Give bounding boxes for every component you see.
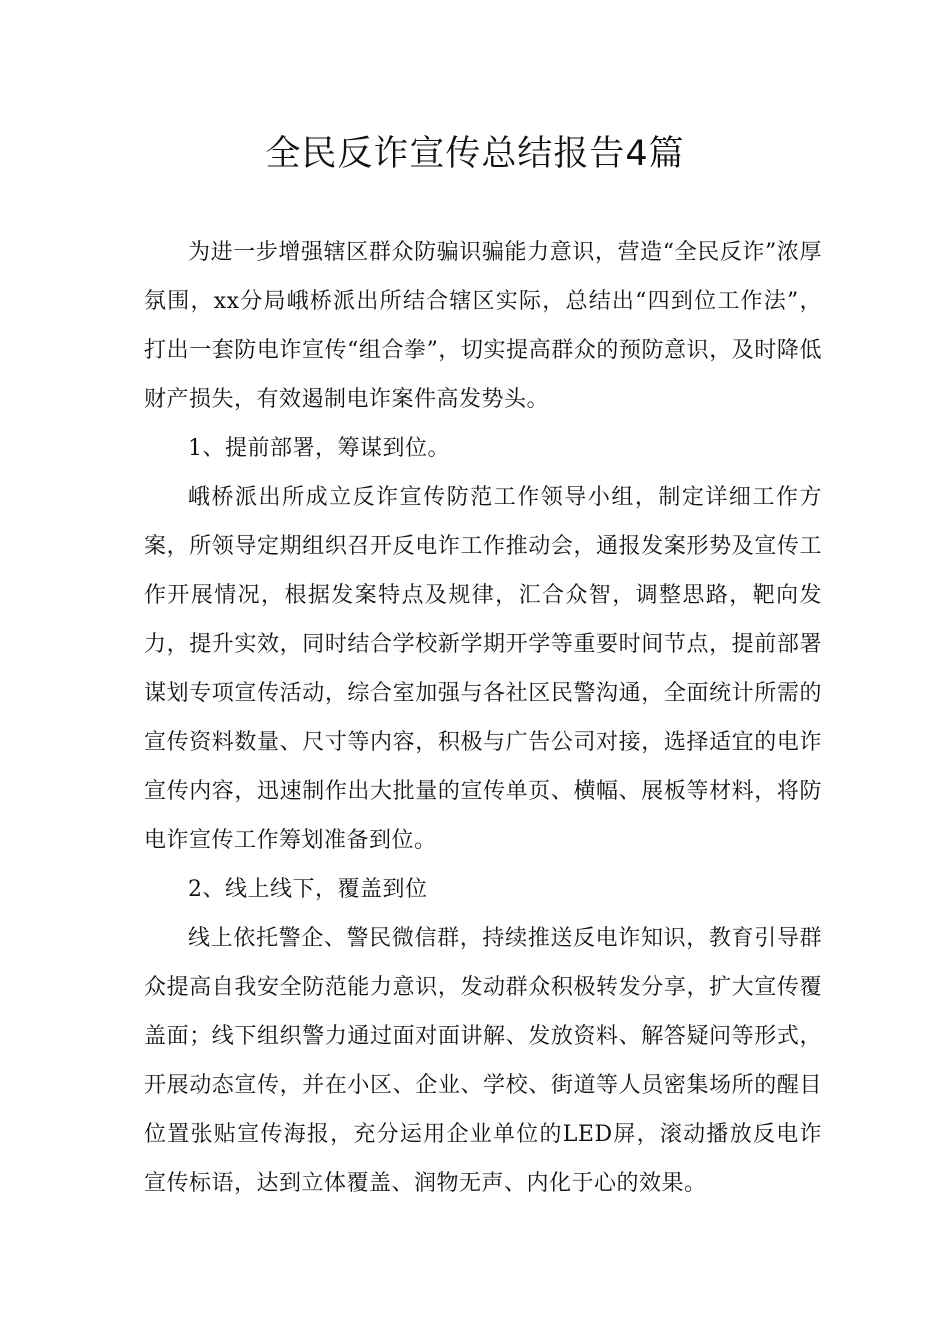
section-1-paragraph: 峨桥派出所成立反诈宣传防范工作领导小组，制定详细工作方案，所领导定期组织召开反电诈工作推动会，通报发案形势及宣传工作开展情况，根据发案特点及规律，汇合众智，调整思路，靶向发力，提升实效，同时结合学校新学期开学等重要时间节点，提前部署谋划专项宣传活动，综合室加强与各社区民警沟通，全面统计所需的宣传资料数量、尺寸等内容，积极与广告公司对接，选择适宜的电诈宣传内容，迅速制作出大批量的宣传单页、横幅、展板等材料，将防电诈宣传工作筹划准备到位。	[144, 485, 822, 853]
section-heading-2: 2、线上线下，覆盖到位	[188, 877, 428, 902]
intro-paragraph: 为进一步增强辖区群众防骗识骗能力意识，营造“全民反诈”浓厚氛围，xx分局峨桥派出所结合辖区实际，总结出“四到位工作法”，打出一套防电诈宣传“组合拳”，切实提高群众的预防意识，及时降低财产损失，有效遏制电诈案件高发势头。	[144, 240, 822, 412]
document-body	[144, 228, 822, 1208]
section-2-paragraph: 线上依托警企、警民微信群，持续推送反电诈知识，教育引导群众提高自我安全防范能力意识，发动群众积极转发分享，扩大宣传覆盖面；线下组织警力通过面对面讲解、发放资料、解答疑问等形式，开展动态宣传，并在小区、企业、学校、街道等人员密集场所的醒目位置张贴宣传海报，充分运用企业单位的LED屏，滚动播放反电诈宣传标语，达到立体覆盖、润物无声、内化于心的效果。	[144, 926, 822, 1196]
document-title: 全民反诈宣传总结报告4篇	[265, 134, 685, 174]
section-heading-1: 1、提前部署，筹谋到位。	[188, 436, 450, 461]
